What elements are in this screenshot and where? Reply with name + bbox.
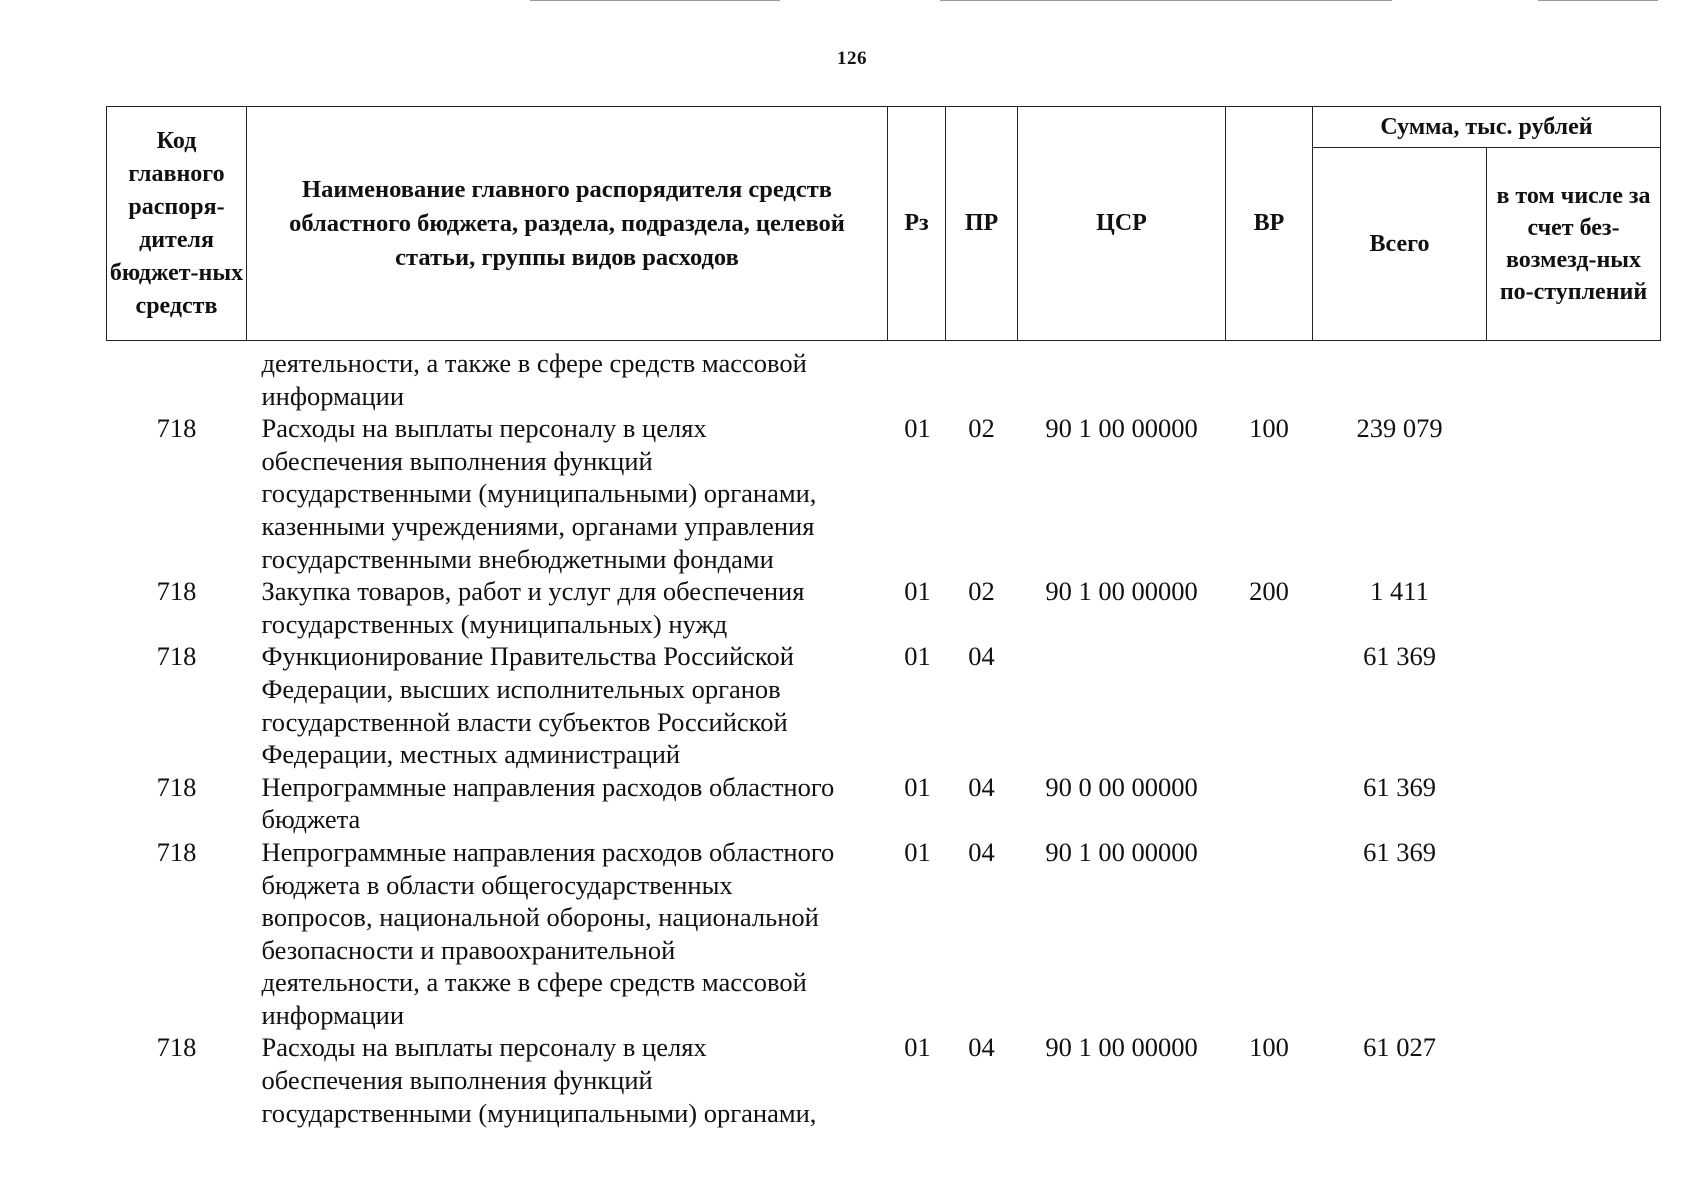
cell-csr: 90 0 00 00000 xyxy=(1045,771,1198,802)
header-csr: ЦСР xyxy=(1018,107,1226,341)
cell-pr xyxy=(946,341,1018,413)
header-rz: Рз xyxy=(888,107,946,341)
cell-code: 718 xyxy=(156,771,197,802)
cell-pr: 04 xyxy=(968,836,995,867)
table-header xyxy=(107,107,1661,341)
scan-artifact-line xyxy=(1538,0,1658,1)
cell-rz xyxy=(888,341,946,413)
table-row xyxy=(107,1031,1661,1129)
cell-code: 718 xyxy=(156,836,197,867)
cell-vr xyxy=(1226,771,1313,836)
cell-rz: 01 xyxy=(904,1032,931,1063)
cell-csr: 90 1 00 00000 xyxy=(1045,1032,1198,1063)
cell-csr: 90 1 00 00000 xyxy=(1045,576,1198,607)
budget-table xyxy=(106,106,1661,1129)
table-row xyxy=(107,771,1661,836)
cell-grant xyxy=(1487,575,1661,640)
header-grant: в том числе за счет без-возмезд-ных по-ступлений xyxy=(1487,148,1661,341)
cell-vr: 200 xyxy=(1249,576,1289,607)
cell-csr xyxy=(1018,640,1226,770)
cell-vr xyxy=(1226,836,1313,1032)
page-number: 126 xyxy=(837,48,867,69)
cell-rz: 01 xyxy=(904,771,931,802)
cell-total: 61 369 xyxy=(1363,836,1436,867)
cell-rz: 01 xyxy=(904,413,931,444)
table-body xyxy=(107,341,1661,1130)
cell-total: 1 411 xyxy=(1370,576,1429,607)
table-row xyxy=(107,412,1661,575)
cell-grant xyxy=(1487,412,1661,575)
cell-vr xyxy=(1226,341,1313,413)
header-vr: ВР xyxy=(1226,107,1313,341)
header-sum: Сумма, тыс. рублей xyxy=(1313,107,1661,148)
cell-pr: 04 xyxy=(968,641,995,672)
table-row xyxy=(107,575,1661,640)
cell-total: 61 027 xyxy=(1363,1032,1436,1063)
cell-name: Расходы на выплаты персоналу в целях обеспечения выполнения функций государственными (муниципальными) органами, xyxy=(261,1032,817,1128)
table-row xyxy=(107,640,1661,770)
cell-name: Непрограммные направления расходов областного бюджета xyxy=(261,771,835,835)
header-name: Наименование главного распорядителя средств областного бюджета, раздела, подраздела, целевой статьи, группы видов расходов xyxy=(247,107,888,341)
cell-pr: 04 xyxy=(968,771,995,802)
cell-csr xyxy=(1018,341,1226,413)
cell-name: Закупка товаров, работ и услуг для обеспечения государственных (муниципальных) нужд xyxy=(261,576,805,639)
cell-vr: 100 xyxy=(1249,1032,1289,1063)
cell-grant xyxy=(1487,836,1661,1032)
cell-grant xyxy=(1487,341,1661,413)
cell-vr xyxy=(1226,640,1313,770)
cell-rz: 01 xyxy=(904,836,931,867)
cell-total: 61 369 xyxy=(1363,641,1436,672)
cell-csr: 90 1 00 00000 xyxy=(1045,836,1198,867)
header-pr: ПР xyxy=(946,107,1018,341)
cell-total: 239 079 xyxy=(1356,413,1443,444)
cell-name: Непрограммные направления расходов областного бюджета в области общегосударственных вопросов, национальной обороны, национальной безопасности и правоохранительной деятельности, а также в сфере средств массовой информации xyxy=(261,836,835,1030)
scan-artifact-line xyxy=(940,0,1392,1)
cell-code: 718 xyxy=(156,1032,197,1063)
cell-rz: 01 xyxy=(904,576,931,607)
cell-vr: 100 xyxy=(1249,413,1289,444)
cell-grant xyxy=(1487,1031,1661,1129)
cell-total xyxy=(1313,341,1487,413)
cell-total: 61 369 xyxy=(1363,771,1436,802)
cell-name: Функционирование Правительства Российской Федерации, высших исполнительных органов государственной власти субъектов Российской Федерации, местных администраций xyxy=(261,641,794,770)
cell-grant xyxy=(1487,771,1661,836)
header-total: Всего xyxy=(1313,148,1487,341)
table-row xyxy=(107,836,1661,1032)
cell-code: 718 xyxy=(156,413,197,444)
cell-pr: 02 xyxy=(968,413,995,444)
cell-code xyxy=(107,341,247,413)
cell-pr: 02 xyxy=(968,576,995,607)
scan-artifact-line xyxy=(530,0,780,1)
header-code: Код главного распоря-дителя бюджет-ных средств xyxy=(107,107,247,341)
cell-name: деятельности, а также в сфере средств массовой информации xyxy=(261,348,807,411)
cell-grant xyxy=(1487,640,1661,770)
cell-rz: 01 xyxy=(904,641,931,672)
cell-code: 718 xyxy=(156,641,197,672)
cell-code: 718 xyxy=(156,576,197,607)
table-row xyxy=(107,341,1661,413)
cell-pr: 04 xyxy=(968,1032,995,1063)
cell-csr: 90 1 00 00000 xyxy=(1045,413,1198,444)
cell-name: Расходы на выплаты персоналу в целях обеспечения выполнения функций государственными (муниципальными) органами, казенными учреждениями, органами управления государственными внебюджетными фондами xyxy=(261,413,817,574)
